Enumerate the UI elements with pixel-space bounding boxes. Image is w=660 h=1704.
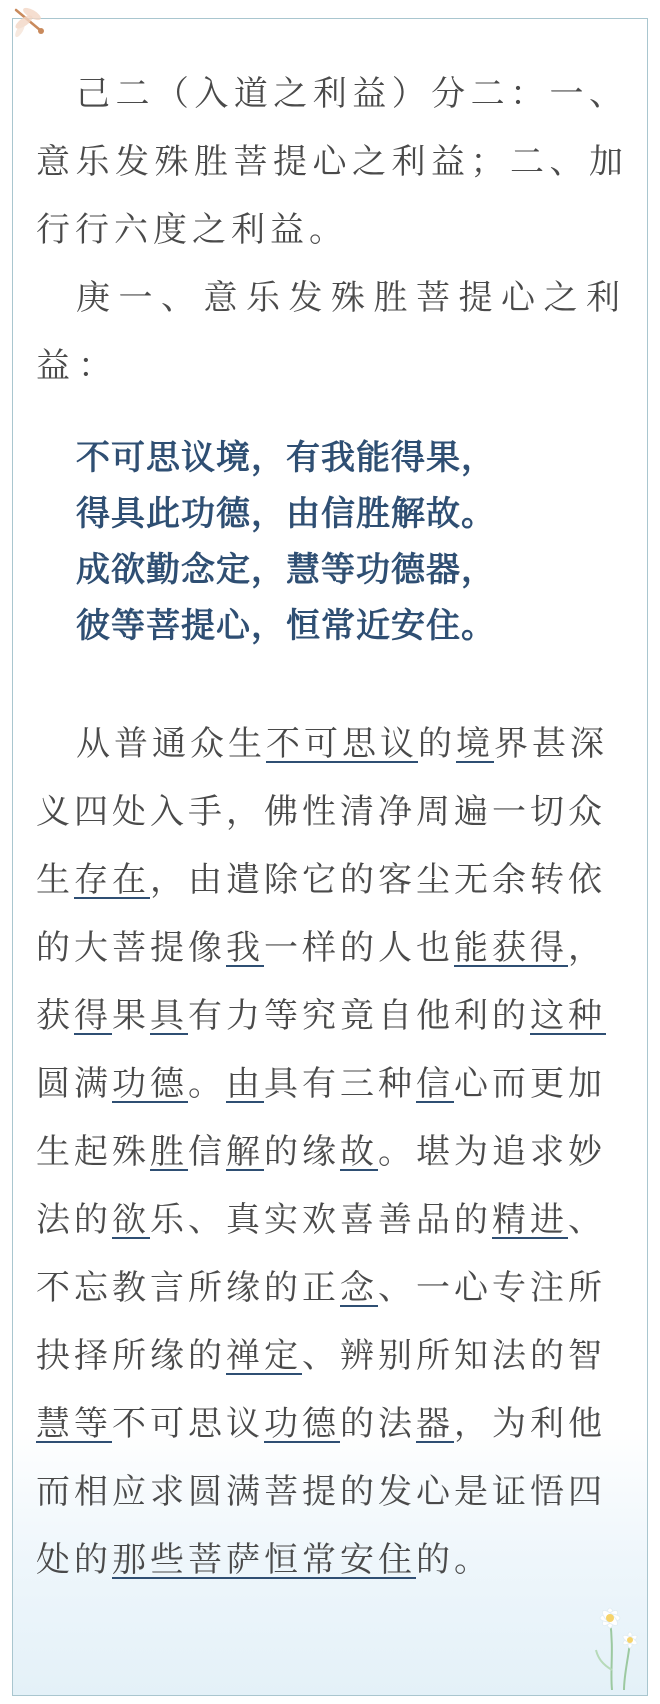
paragraph-text: 。 [188,1064,226,1104]
flower-decoration-icon [576,1580,646,1690]
paragraph-text: ，为利他而相应求圆满菩提的发心是证悟四处的 [36,1404,606,1580]
underlined-term: 精进 [492,1200,568,1240]
paragraph-text: 。堪为追求妙法的 [36,1132,606,1240]
commentary-paragraph [36,710,628,1594]
paragraph-text: 从普通众生 [76,724,266,764]
underlined-term: 念 [340,1268,378,1308]
paragraph-text: 一样的人也 [264,928,454,968]
paragraph-text: 、一心专注所抉择所缘的 [36,1268,606,1376]
paragraph-text: 果 [112,996,150,1036]
underlined-term: 解 [226,1132,264,1172]
underlined-term: 存在 [74,860,150,900]
paragraph-text: ，由遣除它的客尘无余转依的大菩提像 [36,860,606,968]
paragraph-text: 的法 [340,1404,416,1444]
paragraph-text: 圆满 [36,1064,112,1104]
underlined-term: 这种 [530,996,606,1036]
section-heading: 己二（入道之利益）分二：一、意乐发殊胜菩提心之利益；二、加行行六度之利益。 [36,74,628,250]
underlined-term: 具 [150,996,188,1036]
paragraph-text: 界甚深义四处入手，佛性清净周遍一切众生 [36,724,608,900]
paragraph-text: 不可思议 [112,1404,264,1444]
paragraph-text: 、辨别所知法的智 [302,1336,606,1376]
paragraph-text: 的缘 [264,1132,340,1172]
underlined-term: 那些菩萨恒常安住 [112,1540,416,1580]
verse-block [36,430,628,654]
paragraph-text: 、不忘教言所缘的正 [36,1200,606,1308]
underlined-term: 胜 [150,1132,188,1172]
underlined-term: 境 [456,724,494,764]
verse-line: 得具此功德，由信胜解故。 [76,494,496,534]
underlined-term: 由 [226,1064,264,1104]
underlined-term: 禅定 [226,1336,302,1376]
underlined-term: 我 [226,928,264,968]
paragraph-text: 信 [188,1132,226,1172]
paragraph-text: 的。 [416,1540,492,1580]
underlined-term: 功德 [112,1064,188,1104]
verse-line: 成欲勤念定，慧等功德器， [76,550,496,590]
underlined-term: 欲 [112,1200,150,1240]
paragraph-text: 的 [418,724,456,764]
paragraph-text: ，获 [36,928,606,1036]
paragraph-text: 具有三种 [264,1064,416,1104]
paragraph-text: 乐、真实欢喜善品的 [150,1200,492,1240]
underlined-term: 器 [416,1404,454,1444]
underlined-term: 信 [416,1064,454,1104]
article-content [36,60,628,1594]
underlined-term: 功德 [264,1404,340,1444]
verse-line: 彼等菩提心，恒常近安住。 [76,606,496,646]
underlined-term: 慧等 [36,1404,112,1444]
underlined-term: 不可思议 [266,724,418,764]
verse-line: 不可思议境，有我能得果， [76,438,496,478]
paragraph-text: 心而更加生起殊 [36,1064,606,1172]
underlined-term: 得 [74,996,112,1036]
underlined-term: 能获得 [454,928,568,968]
underlined-term: 故 [340,1132,378,1172]
subsection-heading: 庚一、意乐发殊胜菩提心之利益： [36,278,628,386]
dragonfly-icon [10,6,54,40]
paragraph-text: 有力等究竟自他利的 [188,996,530,1036]
